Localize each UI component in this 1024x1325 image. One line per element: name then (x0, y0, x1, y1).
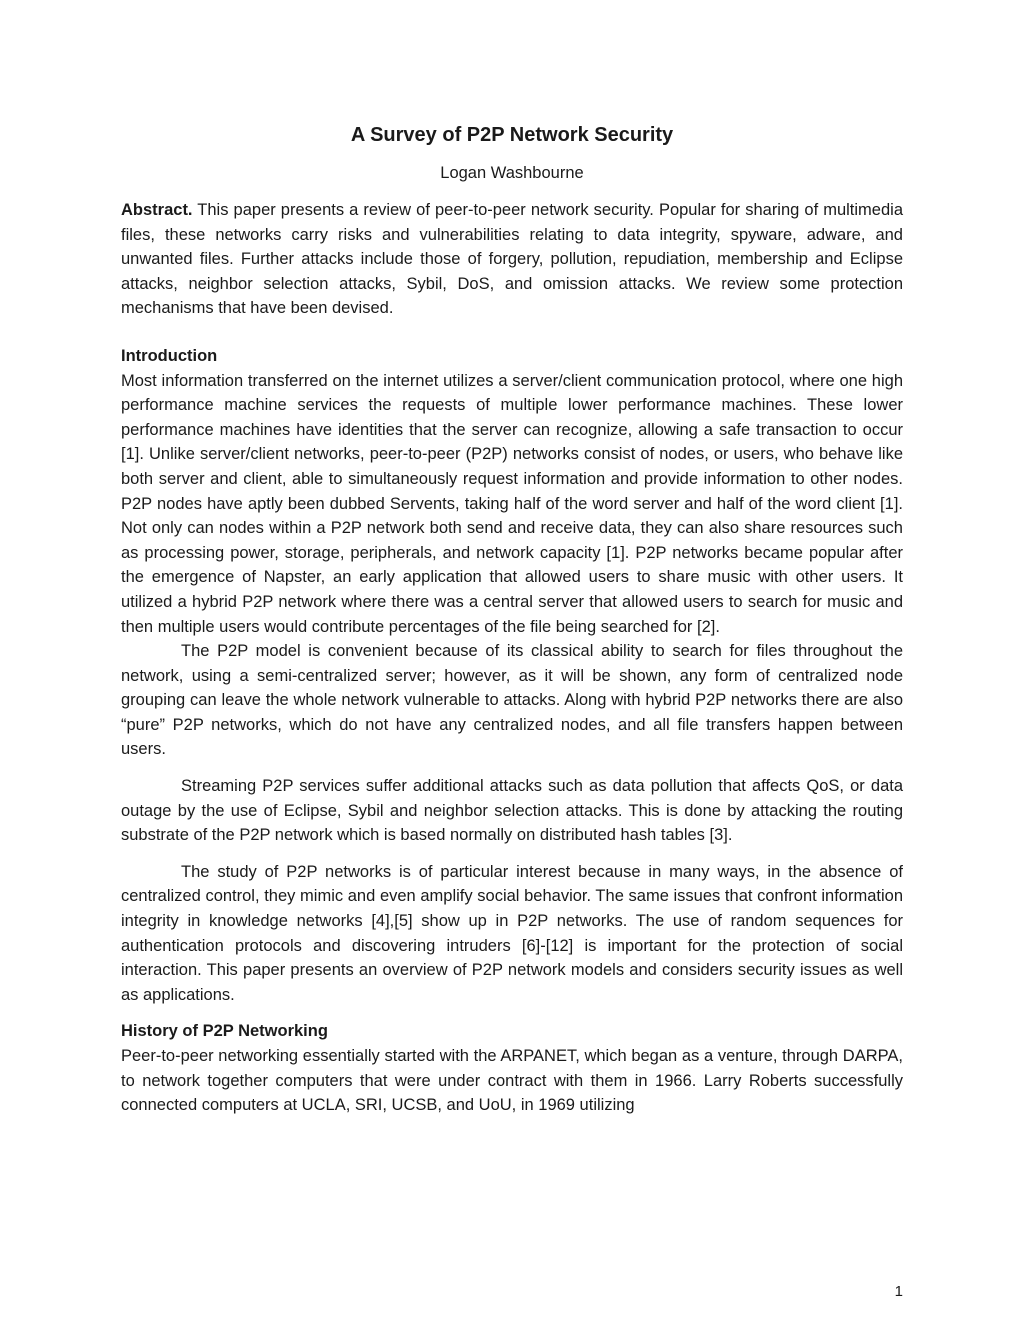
paper-page (121, 122, 903, 1118)
introduction-paragraph-4: The study of P2P networks is of particular interest because in many ways, in the absence of centralized control, they mimic and even amplify social behavior. The same issues that confront information integrity in knowledge networks [4],[5] show up in P2P networks. The use of random sequences for authentication protocols and discovering intruders [6]-[12] is important for the protection of social interaction. This paper presents an overview of P2P network models and considers security issues as well as applications. (121, 862, 903, 1004)
history-heading: History of P2P Networking (121, 1022, 328, 1041)
introduction-paragraph-1: Most information transferred on the internet utilizes a server/client communication protocol, where one high performance machine services the requests of multiple lower performance machines. These lower performance machines have identities that the server can recognize, allowing a safe transaction to occur [1]. Unlike server/client networks, peer-to-peer (P2P) networks consist of nodes, or users, who behave like both server and client, able to simultaneously request information and provide information to other nodes. P2P nodes have aptly been dubbed Servents, taking half of the word server and half of the word client [1]. Not only can nodes within a P2P network both send and receive data, they can also share resources such as processing power, storage, peripherals, and network capacity [1]. P2P networks became popular after the emergence of Napster, an early application that allowed users to share music with other users. It utilized a hybrid P2P network where there was a central server that allowed users to search for music and then multiple users would contribute percentages of the file being searched for [2]. (121, 371, 903, 636)
history-paragraph-1: Peer-to-peer networking essentially started with the ARPANET, which began as a venture, through DARPA, to network together computers that were under contract with them in 1966. Larry Roberts successfully connected computers at UCLA, SRI, UCSB, and UoU, in 1969 utilizing (121, 1047, 903, 1115)
introduction-paragraph-2: The P2P model is convenient because of its classical ability to search for files throughout the network, using a semi-centralized server; however, as it will be shown, any form of centralized node grouping can leave the whole network vulnerable to attacks. Along with hybrid P2P networks there are also “pure” P2P networks, which do not have any centralized nodes, and all file transfers happen between users. (121, 642, 903, 759)
abstract-text: This paper presents a review of peer-to-peer network security. Popular for sharing of multimedia files, these networks carry risks and vulnerabilities relating to data integrity, spyware, adware, and unwanted files. Further attacks include those of forgery, pollution, repudiation, membership and Eclipse attacks, neighbor selection attacks, Sybil, DoS, and omission attacks. We review some protection mechanisms that have been devised. (121, 201, 903, 318)
paper-author: Logan Washbourne (440, 164, 584, 182)
paper-title: A Survey of P2P Network Security (350, 124, 674, 146)
introduction-paragraph-3: Streaming P2P services suffer additional attacks such as data pollution that affects QoS, or data outage by the use of Eclipse, Sybil and neighbor selection attacks. This is done by attacking the routing substrate of the P2P network which is based normally on distributed hash tables [3]. (121, 777, 903, 845)
page-number: 1 (894, 1283, 903, 1300)
abstract-paragraph (121, 198, 903, 321)
abstract-label: Abstract. (121, 201, 193, 219)
introduction-heading: Introduction (121, 346, 218, 365)
